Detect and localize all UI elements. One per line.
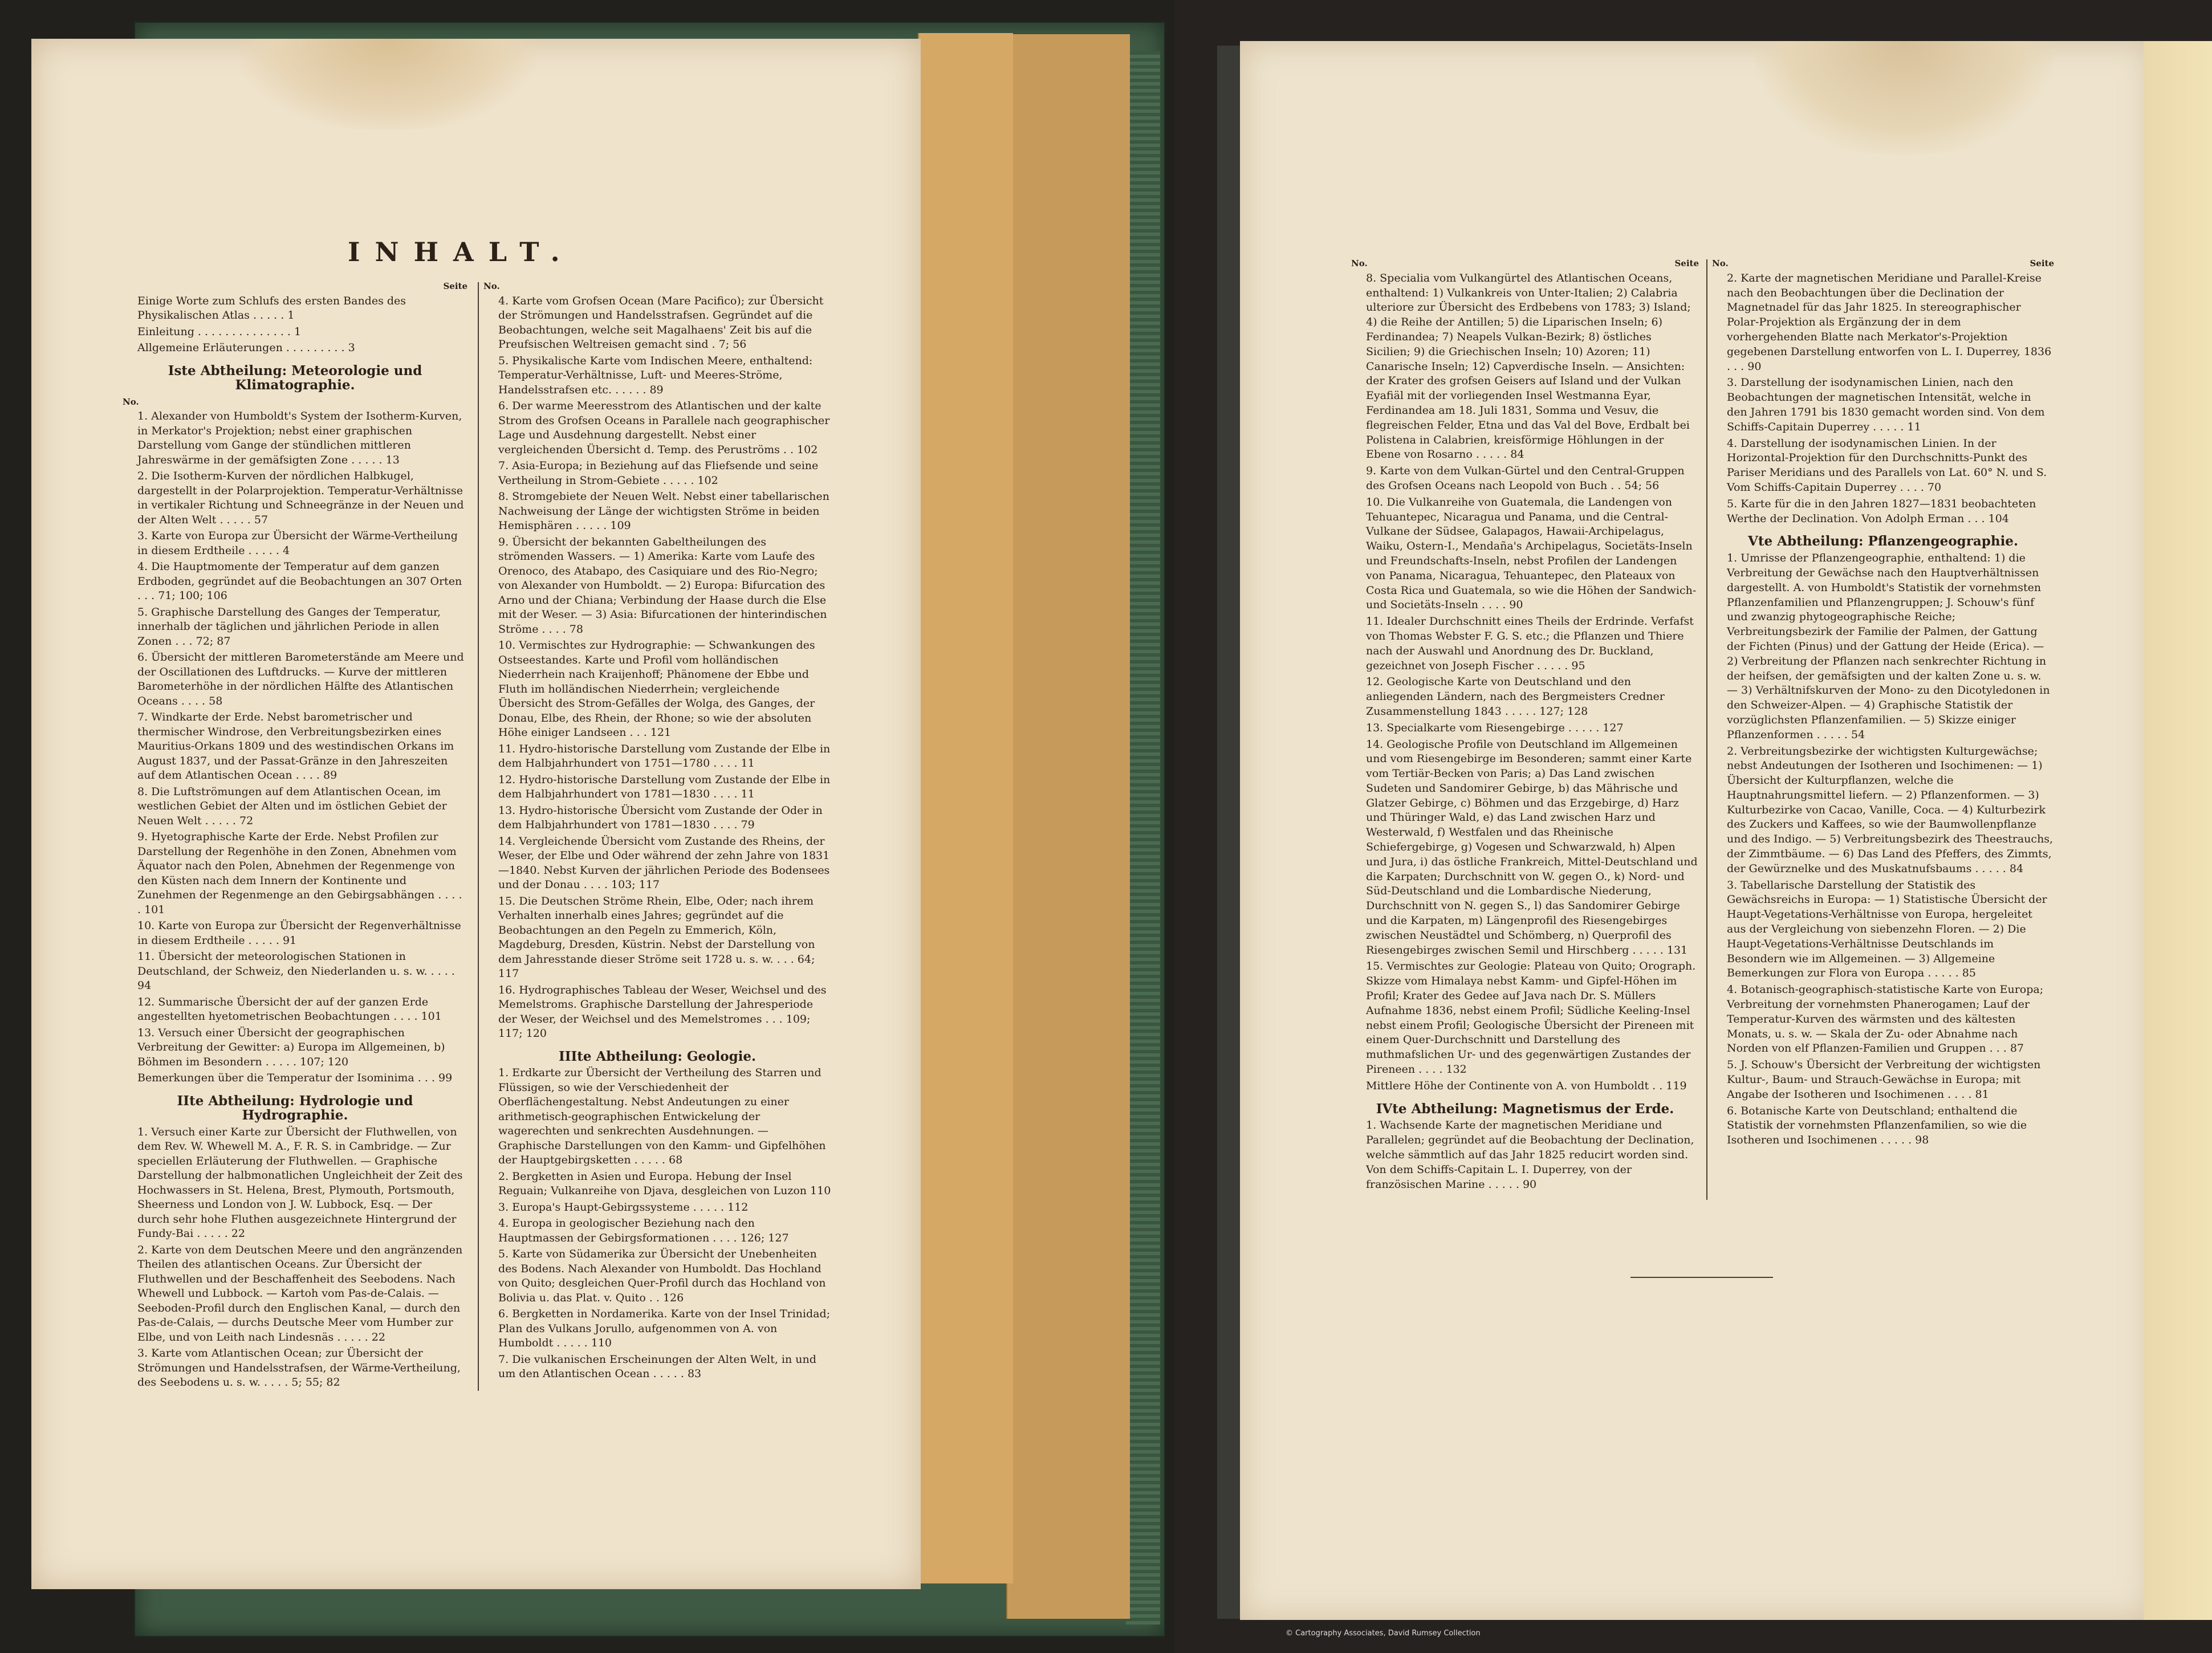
toc-entry: 5. Karte für die in den Jahren 1827—1831 beobachteten Werthe der Declination. Von Adolph Erman . . . 104 <box>1727 497 2036 525</box>
section-heading-3: IIIte Abtheilung: Geologie. <box>558 1048 757 1064</box>
toc-entry: 9. Karte von dem Vulkan-Gürtel und den Central-Gruppen des Grofsen Oceans nach Leopold von Buch . . 54; 56 <box>1366 465 1685 492</box>
toc-entry: 1. Umrisse der Pflanzengeographie, enthaltend: 1) die Verbreitung der Gewächse nach den Hauptverhältnissen dargestellt. A. von Humboldt's Statistik der vornehmsten Pflanzenfamilien und Pflanzengruppen; J. Schouw's fünf und zwanzig phytogeographische Reiche; Verbreitungsbezirk der Familie der Palmen, der Gattung der Fichten (Pinus) und der Gattung der Heide (Erica). — 2) Verbreitung der Pflanzen nach senkrechter Richtung in der heifsen, der gemäfsigten und der kalten Zone u. s. w. — 3) Verhältnifskurven der Mono- zu den Dicotyledonen in den Schweizer-Alpen. — 4) Graphische Statistik der vorzüglichsten Pflanzenfamilien. — 5) Skizze einiger Pflanzenformen . . . . . 54 <box>1727 552 2050 741</box>
toc-entry: 2. Karte der magnetischen Meridiane und Parallel-Kreise nach den Beobachtungen über die Declination der Magnetnadel für das Jahr 1825. In stereographischer Polar-Projektion als Ergänzung der in dem vorhergehenden Blatte nach Merkator's-Projektion gegebenen Darstellung entworfen von L. I. Duperrey, 1836 . . . 90 <box>1727 271 2052 373</box>
toc-entry: 1. Alexander von Humboldt's System der Isotherm-Kurven, in Merkator's Projektion; nebst einer graphischen Darstellung vom Gange der stündlichen mittleren Jahreswärme in der gemäfsigten Zone . . . . . 13 <box>137 410 462 466</box>
page-title: INHALT. <box>348 237 575 267</box>
toc-entry: 4. Botanisch-geographisch-statistische Karte von Europa; Verbreitung der vornehmsten Phanerogamen; Lauf der Temperatur-Kurven des wärmsten und des kältesten Monats, u. s. w. — Skala der Zu- oder Abnahme nach Norden von elf Pflanzen-Familien und Gruppen . . . 87 <box>1727 983 2044 1055</box>
toc-entry: 4. Europa in geologischer Beziehung nach den Hauptmassen der Gebirgsformationen . . . . 126; 127 <box>498 1217 789 1244</box>
right-col1-header <box>1351 256 1699 271</box>
toc-entry: 11. Idealer Durchschnitt eines Theils der Erdrinde. Verfafst von Thomas Webster F. G. S. etc.; die Pflanzen und Thiere nach der Auswahl und Anordnung des Dr. Buckland, gezeichnet von Joseph Fischer . . . . . 95 <box>1366 615 1694 672</box>
toc-entry: 12. Geologische Karte von Deutschland und den anliegenden Ländern, nach des Bergmeisters Credner Zusammenstellung 1843 . . . . . 127; 128 <box>1366 675 1665 718</box>
section-2-list <box>123 1125 467 1390</box>
toc-left-column-1 <box>123 279 467 1392</box>
toc-entry: 16. Hydrographisches Tableau der Weser, Weichsel und des Memelstroms. Graphische Darstellung der Jahresperiode der Weser, der Weichsel und des Memelstromes . . . 109; 117; 120 <box>498 983 827 1040</box>
toc-right-column-1 <box>1351 256 1699 1194</box>
section-3-continued-list <box>1351 271 1699 1094</box>
toc-entry: 13. Versuch einer Übersicht der geographischen Verbreitung der Gewitter: a) Europa im Allgemeinen, b) Böhmen im Besondern . . . . . 107; 120 <box>137 1026 445 1068</box>
column-divider-left <box>478 282 479 1391</box>
toc-entry: 2. Karte von dem Deutschen Meere und den angränzenden Theilen des atlantischen Oceans. Zur Übersicht der Fluthwellen und der Beschaffenheit des Seebodens. Nach Whewell und Lubbock. — Kartoh vom Pas-de-Calais. — Seeboden-Profil durch den Englischen Kanal, — durch den Pas-de-Calais, — durchs Deutsche Meer vom Humber zur Elbe, und von Leith nach Lindesnäs . . . . . 22 <box>137 1243 463 1343</box>
right-col2-header <box>1712 256 2054 271</box>
toc-entry: 3. Karte vom Atlantischen Ocean; zur Übersicht der Strömungen und Handelsstrafsen, der Wärme-Vertheilung, des Seebodens u. s. w. . . . . 5; 55; 82 <box>137 1347 461 1389</box>
toc-entry: 15. Vermischtes zur Geologie: Plateau von Quito; Orograph. Skizze vom Himalaya nebst Kamm- und Gipfel-Höhen im Profil; Krater des Gedee auf Java nach Dr. S. Müllers Aufnahme 1836, nebst einem Profil; Südliche Keeling-Insel nebst einem Profil; Geologische Übersicht der Pireneen mit einem Quer-Durchschnitt und Darstellung des muthmafslichen Ur- und des gegenwärtigen Zustandes der Pireneen . . . . 132 <box>1366 960 1696 1076</box>
toc-entry: Bemerkungen über die Temperatur der Isominima . . . 99 <box>137 1072 453 1084</box>
seite-label-right-2: Seite <box>2030 258 2054 268</box>
no-label-right: No. <box>1351 258 1368 268</box>
toc-entry: 4. Darstellung der isodynamischen Linien. In der Horizontal-Projektion für den Durchschnitts-Punkt des Pariser Meridians und des Parallels von Lat. 60° N. und S. Vom Schiffs-Capitain Duperrey . . . . 70 <box>1727 437 2047 494</box>
no-label-right-2: No. <box>1712 258 1729 268</box>
toc-entry: 8. Die Luftströmungen auf dem Atlantischen Ocean, im westlichen Gebiet der Alten und im östlichen Gebiet der Neuen Welt . . . . . 72 <box>137 785 447 827</box>
book-spine <box>1126 51 1160 1624</box>
toc-entry: Einleitung . . . . . . . . . . . . . . 1 <box>137 325 302 338</box>
toc-entry: 15. Die Deutschen Ströme Rhein, Elbe, Oder; nach ihrem Verhalten innerhalb eines Jahres; gegründet auf die Beobachtungen an den Pegeln zu Emmerich, Köln, Magdeburg, Dresden, Küstrin. Nebst der Darstellung von dem Jahresstande dieser Ströme seit 1728 u. s. w. . . . 64; 117 <box>498 894 815 980</box>
toc-left-column-2 <box>483 279 831 1383</box>
toc-entry: 3. Europa's Haupt-Gebirgssysteme . . . . . 112 <box>498 1200 749 1214</box>
toc-entry: 1. Versuch einer Karte zur Übersicht der Fluthwellen, von dem Rev. W. Whewell M. A., F. R. S. in Cambridge. — Zur speciellen Erläuterung der Fluthwellen. — Graphische Darstellung der halbmonatlichen Ungleichheit der Zeit des Hochwassers in St. Helena, Brest, Plymouth, Portsmouth, Sheerness und London von J. W. Lubbock, Esq. — Der durch sehr hohe Fluthen ausgezeichnete Hintergrund der Fundy-Bai . . . . . 22 <box>137 1125 463 1240</box>
toc-entry: 4. Karte vom Grofsen Ocean (Mare Pacifico); zur Übersicht der Strömungen und Handelsstrafsen. Gegründet auf die Beobachtungen, welche seit Magalhaens' Zeit bis auf die Preufsischen Weltreisen gemacht sind . 7; 56 <box>498 294 824 351</box>
seite-label: Seite <box>443 281 467 291</box>
section-1-list <box>123 409 467 1086</box>
toc-entry: 9. Hyetographische Karte der Erde. Nebst Profilen zur Darstellung der Regenhöhe in den Zonen, Abnehmen vom Äquator nach den Polen, Abnehmen der Regenmenge von den Küsten nach dem Innern der Kontinente und Zunehmen der Regenmenge an den Gebirgsabhängen . . . . . 101 <box>137 830 462 916</box>
book-cover-right <box>1217 46 1243 1619</box>
end-rule <box>1630 1277 1773 1278</box>
toc-entry: 2. Bergketten in Asien und Europa. Hebung der Insel Reguain; Vulkanreihe von Djava, desgleichen von Luzon 110 <box>498 1170 831 1197</box>
toc-entry: 8. Specialia vom Vulkangürtel des Atlantischen Oceans, enthaltend: 1) Vulkankreis von Unter-Italien; 2) Calabria ulteriore zur Übersicht des Erdbebens von 1783; 3) Island; 4) die Reihe der Antillen; 5) die Liparischen Inseln; 6) Ferdinandea; 7) Neapels Vulkan-Bezirk; 8) östliches Sicilien; 9) die Griechischen Inseln; 10) Azoren; 11) Canarische Inseln; 12) Capverdische Inseln. — Ansichten: der Krater des grofsen Geisers auf Island und der Vulkan Eyafiäl mit der vorliegenden Insel Westmanna Eyar, Ferdinandea am 18. Juli 1831, Somma und Vesuv, die flegreischen Felder, Etna und das Val del Bove, Erdbalt bei Polistena in Calabrien, kreisförmige Höhlungen in der Ebene von Rosarno . . . . . 84 <box>1366 271 1691 461</box>
toc-entry: 13. Specialkarte vom Riesengebirge . . . . . 127 <box>1366 721 1624 734</box>
toc-entry: 3. Darstellung der isodynamischen Linien, nach den Beobachtungen der magnetischen Intensität, welche in den Jahren 1791 bis 1830 gemacht worden sind. Von dem Schiffs-Capitain Duperrey . . . . . 11 <box>1727 376 2045 433</box>
section-4-list <box>1712 271 2054 527</box>
section-heading-4: IVte Abtheilung: Magnetismus der Erde. <box>1376 1101 1674 1117</box>
toc-entry: 10. Vermischtes zur Hydrographie: — Schwankungen des Ostseestandes. Karte und Profil vom holländischen Niederrhein nach Kraijenhoff; Phänomene der Ebbe und Fluth im holländischen Niederrhein; vergleichende Übersicht des Strom-Gefälles der Wolga, des Ganges, der Donau, Elbe, des Rhein, der Rhone; so wie der absoluten Höhe einiger Landseen . . . 121 <box>498 639 815 739</box>
toc-entry: 3. Karte von Europa zur Übersicht der Wärme-Vertheilung in diesem Erdtheile . . . . . 4 <box>137 530 458 557</box>
intro-list <box>123 294 467 356</box>
binding-card-back <box>1006 34 1130 1619</box>
toc-entry: 12. Summarische Übersicht der auf der ganzen Erde angestellten hyetometrischen Beobachtungen . . . . 101 <box>137 995 442 1023</box>
toc-entry: 6. Übersicht der mittleren Barometerstände am Meere und der Oscillationen des Luftdrucks. — Kurve der mittleren Barometerhöhe in der nördlichen Hälfte des Atlantischen Oceans . . . . 58 <box>137 651 464 707</box>
toc-entry: 4. Die Hauptmomente der Temperatur auf dem ganzen Erdboden, gegründet auf die Beobachtungen an 307 Orten . . . 71; 100; 106 <box>137 560 462 602</box>
no-label: No. <box>123 396 139 407</box>
toc-entry: 9. Übersicht der bekannten Gabeltheilungen des strömenden Wassers. — 1) Amerika: Karte vom Laufe des Orenoco, des Atabapo, des Casiquiare und des Rio-Negro; von Alexander von Humboldt. — 2) Europa: Bifurcation des Arno und der Chiana; Verbindung der Haase durch die Else mit der Weser. — 3) Asia: Bifurcationen der hinterindischen Ströme . . . . 78 <box>498 535 827 636</box>
toc-entry: 5. Karte von Südamerika zur Übersicht der Unebenheiten des Bodens. Nach Alexander von Humboldt. Das Hochland von Quito; desgleichen Quer-Profil durch das Hochland von Bolivia u. das Plat. v. Quito . . 126 <box>498 1248 826 1304</box>
toc-entry: 7. Asia-Europa; in Beziehung auf das Fliefsende und seine Vertheilung in Strom-Gebiete . . . . . 102 <box>498 459 819 487</box>
section-heading-1: Iste Abtheilung: Meteorologie und Klimatographie. <box>168 363 422 393</box>
toc-entry: 11. Hydro-historische Darstellung vom Zustande der Elbe in dem Halbjahrhundert von 1751—1780 . . . . 11 <box>498 742 831 769</box>
toc-entry: 5. Physikalische Karte vom Indischen Meere, enthaltend: Temperatur-Verhältnisse, Luft- und Meeres-Ströme, Handelsstrafsen etc. . . . . . 89 <box>498 354 813 396</box>
toc-entry: 11. Übersicht der meteorologischen Stationen in Deutschland, der Schweiz, den Niederlanden u. s. w. . . . . 94 <box>137 950 455 992</box>
toc-entry: 2. Verbreitungsbezirke der wichtigsten Kulturgewächse; nebst Andeutungen der Isotheren und Isochimenen: — 1) Übersicht der Kulturpflanzen, welche die Hauptnahrungsmittel liefern. — 2) Pflanzenformen. — 3) Kulturbezirke von Cacao, Vanille, Coca. — 4) Kulturbezirk des Zuckers und Kaffees, so wie der Baumwollenpflanze und des Indigo. — 5) Verbreitungsbezirk des Theestrauchs, der Zimmtbäume. — 6) Das Land des Pfeffers, des Zimmts, der Gewürznelke und des Muskatnufsbaums . . . . . 84 <box>1727 744 2054 875</box>
water-stain-left <box>239 39 536 130</box>
toc-entry: 14. Vergleichende Übersicht vom Zustande des Rheins, der Weser, der Elbe und Oder während der zehn Jahre von 1831—1840. Nebst Kurven der jährlichen Periode des Bodensees und der Donau . . . . 103; 117 <box>498 834 830 891</box>
toc-entry: 8. Stromgebiete der Neuen Welt. Nebst einer tabellarischen Nachweisung der Länge der wichtigsten Ströme in beiden Hemisphären . . . . . 109 <box>498 490 830 532</box>
toc-entry: 5. J. Schouw's Übersicht der Verbreitung der wichtigsten Kultur-, Baum- und Strauch-Gewächse in Europa; mit Angabe der Isotheren und Isochimenen . . . . 81 <box>1727 1058 2041 1101</box>
toc-entry: 1. Wachsende Karte der magnetischen Meridiane und Parallelen; gegründet auf die Beobachtung der Declination, welche sämmtlich auf das Jahr 1825 reducirt worden sind. Von dem Schiffs-Capitain L. I. Duperrey, von der französischen Marine . . . . . 90 <box>1366 1119 1694 1191</box>
seite-label-right: Seite <box>1674 258 1699 268</box>
section-2-continued-list <box>483 294 831 1041</box>
section-3-list <box>483 1066 831 1382</box>
no-label-col2: No. <box>483 281 500 291</box>
toc-entry: 7. Windkarte der Erde. Nebst barometrischer und thermischer Windrose, den Verbreitungsbezirken eines Mauritius-Orkans 1809 und des westindischen Orkans im August 1837, und der Passat-Gränze in den Jahreszeiten auf dem Atlantischen Ocean . . . . 89 <box>137 711 454 781</box>
page-edge-right <box>2144 41 2212 1620</box>
water-stain-right <box>1756 41 2052 155</box>
toc-entry: 6. Botanische Karte von Deutschland; enthaltend die Statistik der vornehmsten Pflanzenfamilien, so wie die Isotheren und Isochimenen . . . . . 98 <box>1727 1104 2027 1147</box>
toc-entry: Einige Worte zum Schlufs des ersten Bandes des Physikalischen Atlas . . . . . 1 <box>137 294 406 321</box>
section-heading-5: Vte Abtheilung: Pflanzengeographie. <box>1748 534 2018 549</box>
toc-entry: 12. Hydro-historische Darstellung vom Zustande der Elbe in dem Halbjahrhundert von 1781—1830 . . . . 11 <box>498 773 831 800</box>
toc-entry: 3. Tabellarische Darstellung der Statistik des Gewächsreichs in Europa: — 1) Statistische Übersicht der Haupt-Vegetations-Verhältnisse von Europa, hergeleitet aus der Vergleichung von siebenzehn Floren. — 2) Die Haupt-Vegetations-Verhältnisse Deutschlands im Besondern wie im Allgemeinen. — 3) Allgemeine Bemerkungen zur Flora von Europa . . . . . 85 <box>1727 878 2047 980</box>
section-heading-2: IIte Abtheilung: Hydrologie und Hydrographie. <box>177 1093 413 1123</box>
toc-entry: 13. Hydro-historische Übersicht vom Zustande der Oder in dem Halbjahrhundert von 1781—1830 . . . . 79 <box>498 804 823 831</box>
toc-right-column-2 <box>1712 256 2054 1150</box>
toc-entry: 6. Bergketten in Nordamerika. Karte von der Insel Trinidad; Plan des Vulkans Jorullo, aufgenommen von A. von Humboldt . . . . . 110 <box>498 1308 831 1349</box>
toc-entry: 7. Die vulkanischen Erscheinungen der Alten Welt, in und um den Atlantischen Ocean . . . . . 83 <box>498 1353 816 1380</box>
section-5-list <box>1712 551 2054 1148</box>
toc-entry: 6. Der warme Meeresstrom des Atlantischen und der kalte Strom des Grofsen Oceans in Parallele nach geographischer Lage und Ausdehnung dargestellt. Nebst einer vergleichenden Übersicht d. Temp. des Peruströms . . 102 <box>498 400 830 456</box>
toc-entry: 2. Die Isotherm-Kurven der nördlichen Halbkugel, dargestellt in der Polarprojektion. Temperatur-Verhältnisse in vertikaler Richtung und Schneegränze in der Neuen und der Alten Welt . . . . . 57 <box>137 470 464 526</box>
binding-card-mid <box>918 33 1013 1583</box>
column-divider-right <box>1706 259 1707 1200</box>
section-4-list-start <box>1351 1118 1699 1192</box>
toc-entry: 1. Erdkarte zur Übersicht der Vertheilung des Starren und Flüssigen, so wie der Verschiedenheit der Oberflächengestaltung. Nebst Andeutungen zu einer arithmetisch-geographischen Entwickelung der wagerechten und senkrechten Ausdehnungen. — Graphische Darstellungen von den Kamm- und Gipfelhöhen der Hauptgebirgsketten . . . . . 68 <box>498 1066 826 1166</box>
toc-entry: Mittlere Höhe der Continente von A. von Humboldt . . 119 <box>1366 1079 1687 1092</box>
credit-line: © Cartography Associates, David Rumsey Collection <box>1286 1629 1481 1638</box>
toc-entry: 5. Graphische Darstellung des Ganges der Temperatur, innerhalb der täglichen und jährlichen Periode in allen Zonen . . . 72; 87 <box>137 605 441 648</box>
toc-entry: Allgemeine Erläuterungen . . . . . . . . . 3 <box>137 341 355 354</box>
toc-entry: 10. Karte von Europa zur Übersicht der Regenverhältnisse in diesem Erdtheile . . . . . 91 <box>137 919 461 947</box>
toc-entry: 10. Die Vulkanreihe von Guatemala, die Landengen von Tehuantepec, Nicaragua und Panama, und die Central-Vulkane der Südsee, Galapagos, Hawaii-Archipelagus, Waiku, Ostern-I., Mendaña's Archipelagus, Societäts-Inseln und Freundschafts-Inseln, nebst Profilen der Landengen von Panama, Nicaragua, Tehuantepec, den Plateaux von Costa Rica und Guatemala, so wie die Höhen der Sandwich- und Societäts-Inseln . . . . 90 <box>1366 495 1697 612</box>
toc-entry: 14. Geologische Profile von Deutschland im Allgemeinen und vom Riesengebirge im Besonderen; sammt einer Karte vom Tertiär-Becken von Paris; a) Das Land zwischen Sudeten und Sandomirer Gebirge, b) das Mährische und Glatzer Gebirge, c) Böhmen und das Erzgebirge, d) Harz und Thüringer Wald, e) das Land zwischen Harz und Westerwald, f) Westfalen und das Rheinische Schiefergebirge, g) Vogesen und Schwarzwald, h) Alpen und Jura, i) das östliche Frankreich, Mittel-Deutschland und die Karpaten; Durchschnitt von W. gegen O., k) Nord- und Süd-Deutschland und die Lombardische Niederung, Durchschnitt von N. gegen S., l) das Sandomirer Gebirge und die Karpaten, m) Längenprofil des Riesengebirges zwischen Neustädtel und Schömberg, n) Querprofil des Riesengebirges zwischen Semil und Hirschberg . . . . . 131 <box>1366 738 1698 956</box>
